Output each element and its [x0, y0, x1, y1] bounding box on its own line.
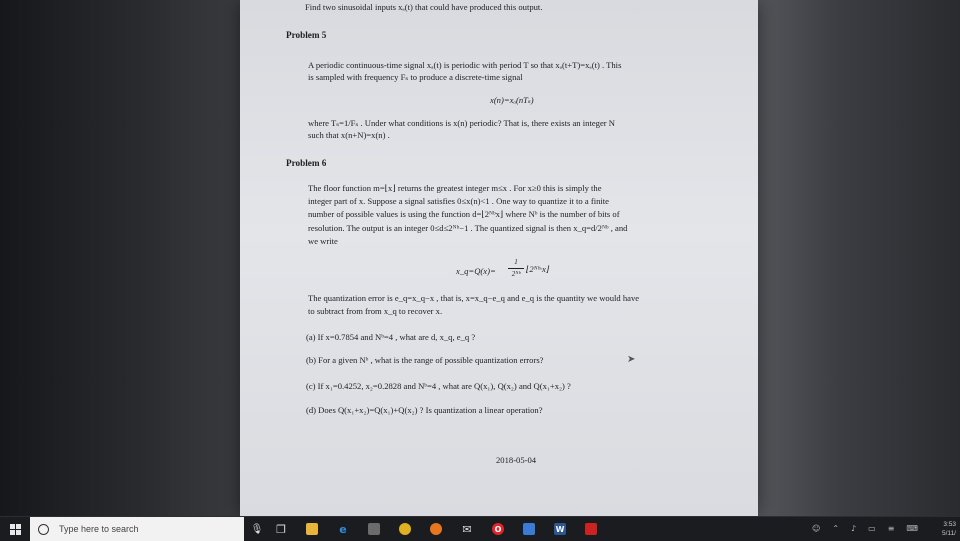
word-icon-glyph: W: [555, 524, 565, 534]
taskbar-search-box[interactable]: [30, 517, 244, 541]
opera-icon[interactable]: [492, 523, 512, 535]
file-explorer-icon-glyph: [306, 523, 318, 535]
battery-icon[interactable]: ▭: [868, 524, 876, 533]
show-hidden-icons-chevron-icon[interactable]: ⌃: [832, 524, 840, 533]
system-tray: [812, 524, 918, 533]
volume-icon[interactable]: ♪: [851, 524, 857, 533]
question-b: (b) For a given Nᵇ , what is the range of possible quantization errors?: [306, 355, 544, 365]
store-icon-glyph: [368, 523, 380, 535]
quantizer-fraction-numerator: 1: [514, 258, 518, 266]
firefox-icon-glyph: [430, 523, 442, 535]
fraction-bar: [508, 268, 524, 269]
task-view-icon-glyph: ❐: [276, 522, 286, 536]
file-explorer-icon[interactable]: [306, 523, 326, 535]
search-placeholder: Type here to search: [59, 524, 139, 534]
mail-icon-glyph: ✉: [462, 522, 472, 536]
problem5-text-line4: such that x(n+N)=x(n) .: [308, 130, 390, 140]
mouse-cursor-icon: ➤: [627, 354, 636, 365]
problem5-equation: x(n)=xₐ(nTₛ): [490, 95, 534, 105]
monitor-bezel-right: [758, 0, 960, 516]
clock-time: 3:53: [943, 521, 956, 528]
quantizer-equation-lhs: x_q=Q(x)=: [456, 266, 496, 276]
chrome-icon-glyph: [399, 523, 411, 535]
clock-date: 5/11/: [942, 530, 956, 537]
acrobat-icon-glyph: [585, 523, 597, 535]
cortana-circle-icon: [38, 524, 49, 535]
problem6-text-line1: The floor function m=⌊x⌋ returns the greatest integer m≤x . For x≥0 this is simply the: [308, 183, 602, 193]
quantizer-fraction-denominator: 2ᴺᵇ: [511, 270, 521, 278]
problem6-heading: Problem 6: [286, 158, 327, 168]
clock[interactable]: [942, 520, 956, 538]
problem6-text-line3: number of possible values is using the function d=⌊2ᴺᵇx⌋ where Nᵇ is the number of bits of: [308, 209, 620, 219]
document-date: 2018-05-04: [496, 455, 537, 465]
problem5-text-line3: where Tₛ=1/Fₛ . Under what conditions is x(n) periodic? That is, there exists an integer N: [308, 118, 615, 128]
question-d: (d) Does Q(x₁+x₂)=Q(x₁)+Q(x₂) ? Is quantization a linear operation?: [306, 405, 543, 415]
windows-logo-icon: [10, 524, 21, 535]
question-c: (c) If x₁=0.4252, x₂=0.2828 and Nᵇ=4 , what are Q(x₁), Q(x₂) and Q(x₁+x₂) ?: [306, 381, 571, 391]
taskbar-apps: [275, 517, 605, 541]
store-icon[interactable]: [368, 523, 388, 535]
problem5-heading: Problem 5: [286, 30, 327, 40]
microphone-icon[interactable]: 🎙: [250, 523, 264, 535]
firefox-icon[interactable]: [430, 523, 450, 535]
people-icon[interactable]: ☺: [812, 524, 821, 533]
document-page: [240, 0, 758, 516]
problem6-text-line5: we write: [308, 236, 338, 246]
start-button[interactable]: [4, 517, 26, 541]
task-view-icon[interactable]: [275, 523, 295, 535]
problem6-text-line2: integer part of x. Suppose a signal satisfies 0≤x(n)<1 . One way to quantize it to a finite: [308, 196, 609, 206]
problem6-text-line6: The quantization error is e_q=x_q−x , that is, x=x_q−e_q and e_q is the quantity we would have: [308, 293, 640, 303]
chrome-icon[interactable]: [399, 523, 419, 535]
edge-icon[interactable]: [337, 523, 357, 535]
question-a: (a) If x=0.7854 and Nᵇ=4 , what are d, x_q, e_q ?: [306, 332, 476, 342]
acrobat-icon[interactable]: [585, 523, 605, 535]
problem5-text-line2: is sampled with frequency Fₛ to produce a discrete-time signal: [308, 72, 523, 82]
intro-line: Find two sinusoidal inputs xₐ(t) that could have produced this output.: [305, 2, 543, 12]
word-icon[interactable]: [554, 523, 574, 535]
problem6-text-line7: to subtract from from x_q to recover x.: [308, 306, 443, 316]
keyboard-icon[interactable]: ⌨: [906, 524, 918, 533]
problem6-text-line4: resolution. The output is an integer 0≤d≤2ᴺᵇ−1 . The quantized signal is then x_q=d/2ᴺᵇ , and: [308, 223, 628, 233]
problem5-text-line1: A periodic continuous-time signal xₐ(t) is periodic with period T so that xₐ(t+T)=xₐ(t) . This: [308, 60, 622, 70]
edge-icon-glyph: e: [339, 522, 347, 536]
taskbar: [0, 516, 960, 541]
mail-icon[interactable]: [461, 523, 481, 535]
monitor-bezel-left: [0, 0, 240, 516]
app-icon[interactable]: [523, 523, 543, 535]
quantizer-equation-rhs: ⌊2ᴺᵇ·x⌋: [526, 264, 550, 274]
app-icon-glyph: [523, 523, 535, 535]
opera-icon-glyph: O: [492, 523, 504, 535]
network-icon[interactable]: ≡: [887, 524, 895, 533]
